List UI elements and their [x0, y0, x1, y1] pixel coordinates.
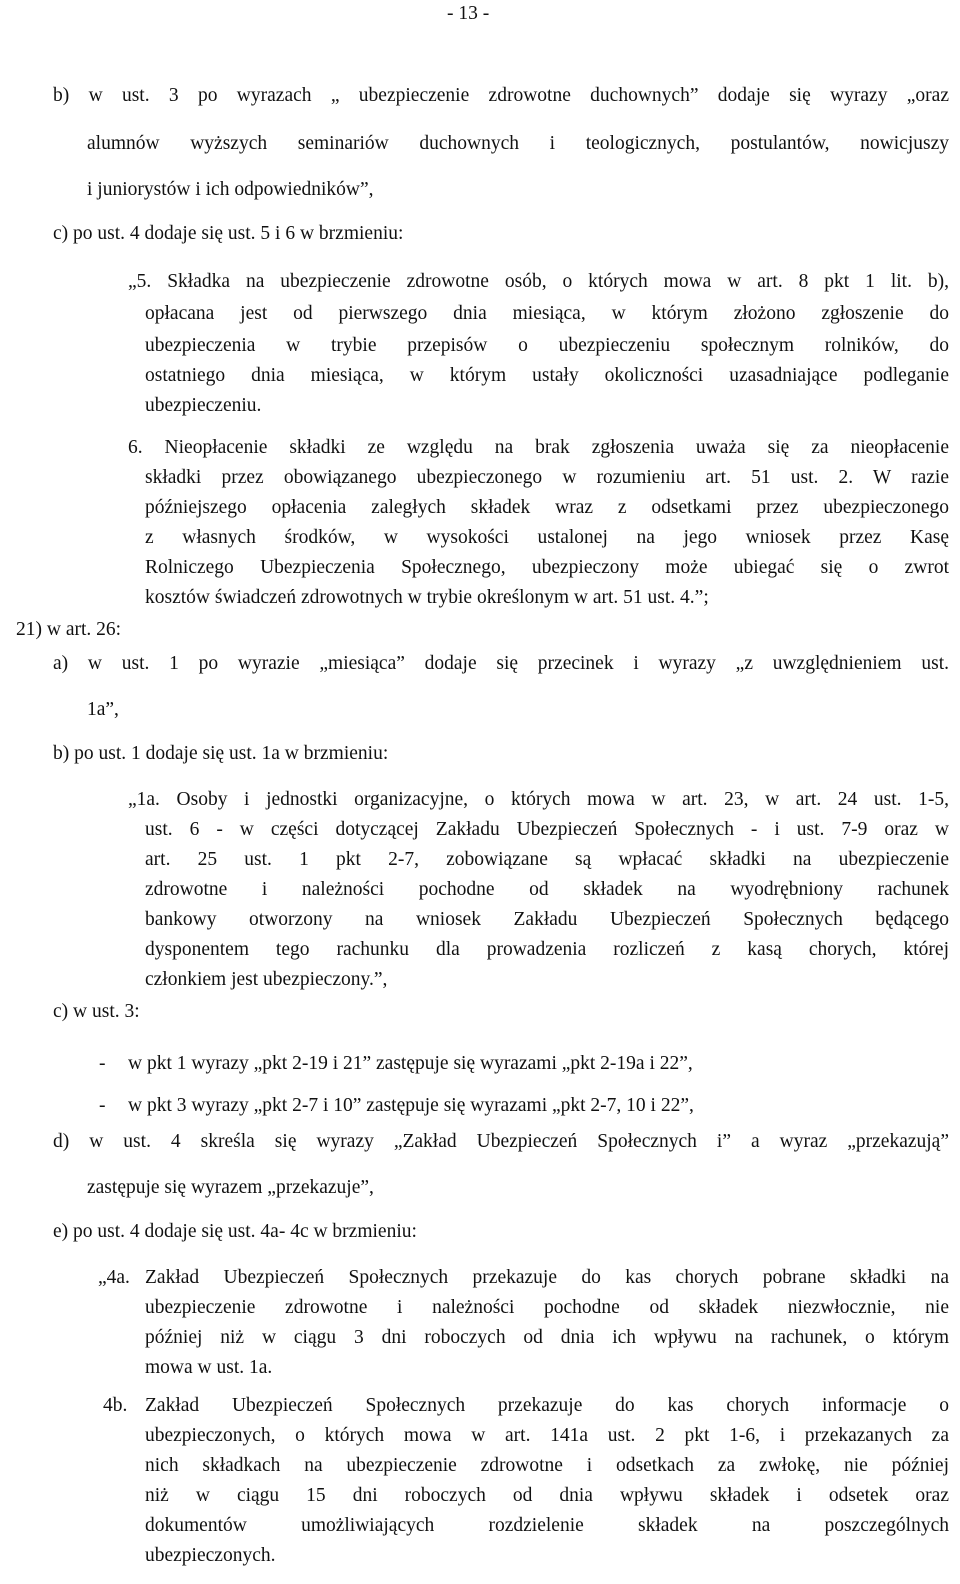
text-line: ubezpieczenia w trybie przepisów o ubezpieczeniu społecznym rolników, do — [145, 335, 949, 356]
text-line: c) w ust. 3: — [53, 1001, 140, 1022]
text-line: ust. 6 - w części dotyczącej Zakładu Ubezpieczeń Społecznych - i ust. 7-9 oraz w — [145, 819, 949, 840]
text-line: niż w ciągu 15 dni roboczych od dnia wpływu składek i odsetek oraz — [145, 1485, 949, 1506]
text-line: zastępuje się wyrazem „przekazuje”, — [87, 1177, 374, 1198]
text-line: członkiem jest ubezpieczony.”, — [145, 969, 388, 990]
text-line: ubezpieczonych, o których mowa w art. 141a ust. 2 pkt 1-6, i przekazanych za — [145, 1425, 949, 1446]
text-line: alumnów wyższych seminariów duchownych i teologicznych, postulantów, nowicjuszy — [87, 133, 949, 154]
text-line: c) po ust. 4 dodaje się ust. 5 i 6 w brzmieniu: — [53, 223, 404, 244]
text-line: 6. Nieopłacenie składki ze względu na brak zgłoszenia uważa się za nieopłacenie — [128, 437, 949, 458]
paragraph-number: 4b. — [103, 1395, 128, 1416]
text-line: „1a. Osoby i jednostki organizacyjne, o których mowa w art. 23, w art. 24 ust. 1-5, — [128, 789, 949, 810]
text-line: art. 25 ust. 1 pkt 2-7, zobowiązane są wpłacać składki na ubezpieczenie — [145, 849, 949, 870]
text-line: Zakład Ubezpieczeń Społecznych przekazuje do kas chorych pobrane składki na — [145, 1267, 949, 1288]
paragraph-number: „4a. — [98, 1267, 130, 1288]
text-line: b) po ust. 1 dodaje się ust. 1a w brzmieniu: — [53, 743, 389, 764]
text-line: kosztów świadczeń zdrowotnych w trybie określonym w art. 51 ust. 4.”; — [145, 587, 709, 608]
text-line: nich składkach na ubezpieczenie zdrowotne i odsetkach za zwłokę, nie później — [145, 1455, 949, 1476]
text-line: „5. Składka na ubezpieczenie zdrowotne osób, o których mowa w art. 8 pkt 1 lit. b), — [128, 271, 949, 292]
text-line: mowa w ust. 1a. — [145, 1357, 273, 1378]
text-line: ubezpieczenie zdrowotne i należności pochodne od składek niezwłocznie, nie — [145, 1297, 949, 1318]
text-line: w pkt 3 wyrazy „pkt 2-7 i 10” zastępuje się wyrazami „pkt 2-7, 10 i 22”, — [128, 1095, 694, 1116]
page-number: - 13 - — [447, 3, 490, 24]
text-line: opłacana jest od pierwszego dnia miesiąca, w którym złożono zgłoszenie do — [145, 303, 949, 324]
text-line: e) po ust. 4 dodaje się ust. 4a- 4c w brzmieniu: — [53, 1221, 417, 1242]
text-line: ubezpieczonych. — [145, 1545, 276, 1566]
text-line: i juniorystów i ich odpowiedników”, — [87, 179, 374, 200]
dash-marker: - — [99, 1095, 106, 1116]
text-line: ostatniego dnia miesiąca, w którym ustały okoliczności uzasadniające podleganie — [145, 365, 949, 386]
text-line: b) w ust. 3 po wyrazach „ ubezpieczenie zdrowotne duchownych” dodaje się wyrazy „oraz — [53, 85, 949, 106]
text-line: bankowy otworzony na wniosek Zakładu Ubezpieczeń Społecznych będącego — [145, 909, 949, 930]
text-line: dokumentów umożliwiających rozdzielenie składek na poszczególnych — [145, 1515, 949, 1536]
text-line: zdrowotne i należności pochodne od składek na wyodrębniony rachunek — [145, 879, 949, 900]
text-line: późniejszego opłacenia zaległych składek wraz z odsetkami przez ubezpieczonego — [145, 497, 949, 518]
dash-marker: - — [99, 1053, 106, 1074]
text-line: składki przez obowiązanego ubezpieczonego w rozumieniu art. 51 ust. 2. W razie — [145, 467, 949, 488]
text-line: z własnych środków, w wysokości ustalonej na jego wniosek przez Kasę — [145, 527, 949, 548]
text-line: d) w ust. 4 skreśla się wyrazy „Zakład Ubezpieczeń Społecznych i” a wyraz „przekazują” — [53, 1131, 949, 1152]
text-line: Zakład Ubezpieczeń Społecznych przekazuje do kas chorych informacje o — [145, 1395, 949, 1416]
text-line: Rolniczego Ubezpieczenia Społecznego, ubezpieczony może ubiegać się o zwrot — [145, 557, 949, 578]
text-line: dysponentem tego rachunku dla prowadzenia rozliczeń z kasą chorych, której — [145, 939, 949, 960]
text-line: ubezpieczeniu. — [145, 395, 262, 416]
text-line: a) w ust. 1 po wyrazie „miesiąca” dodaje się przecinek i wyrazy „z uwzględnieniem ust. — [53, 653, 949, 674]
text-line: 21) w art. 26: — [16, 619, 122, 640]
text-line: później niż w ciągu 3 dni roboczych od dnia ich wpływu na rachunek, o którym — [145, 1327, 949, 1348]
text-line: 1a”, — [87, 699, 119, 720]
text-line: w pkt 1 wyrazy „pkt 2-19 i 21” zastępuje się wyrazami „pkt 2-19a i 22”, — [128, 1053, 693, 1074]
